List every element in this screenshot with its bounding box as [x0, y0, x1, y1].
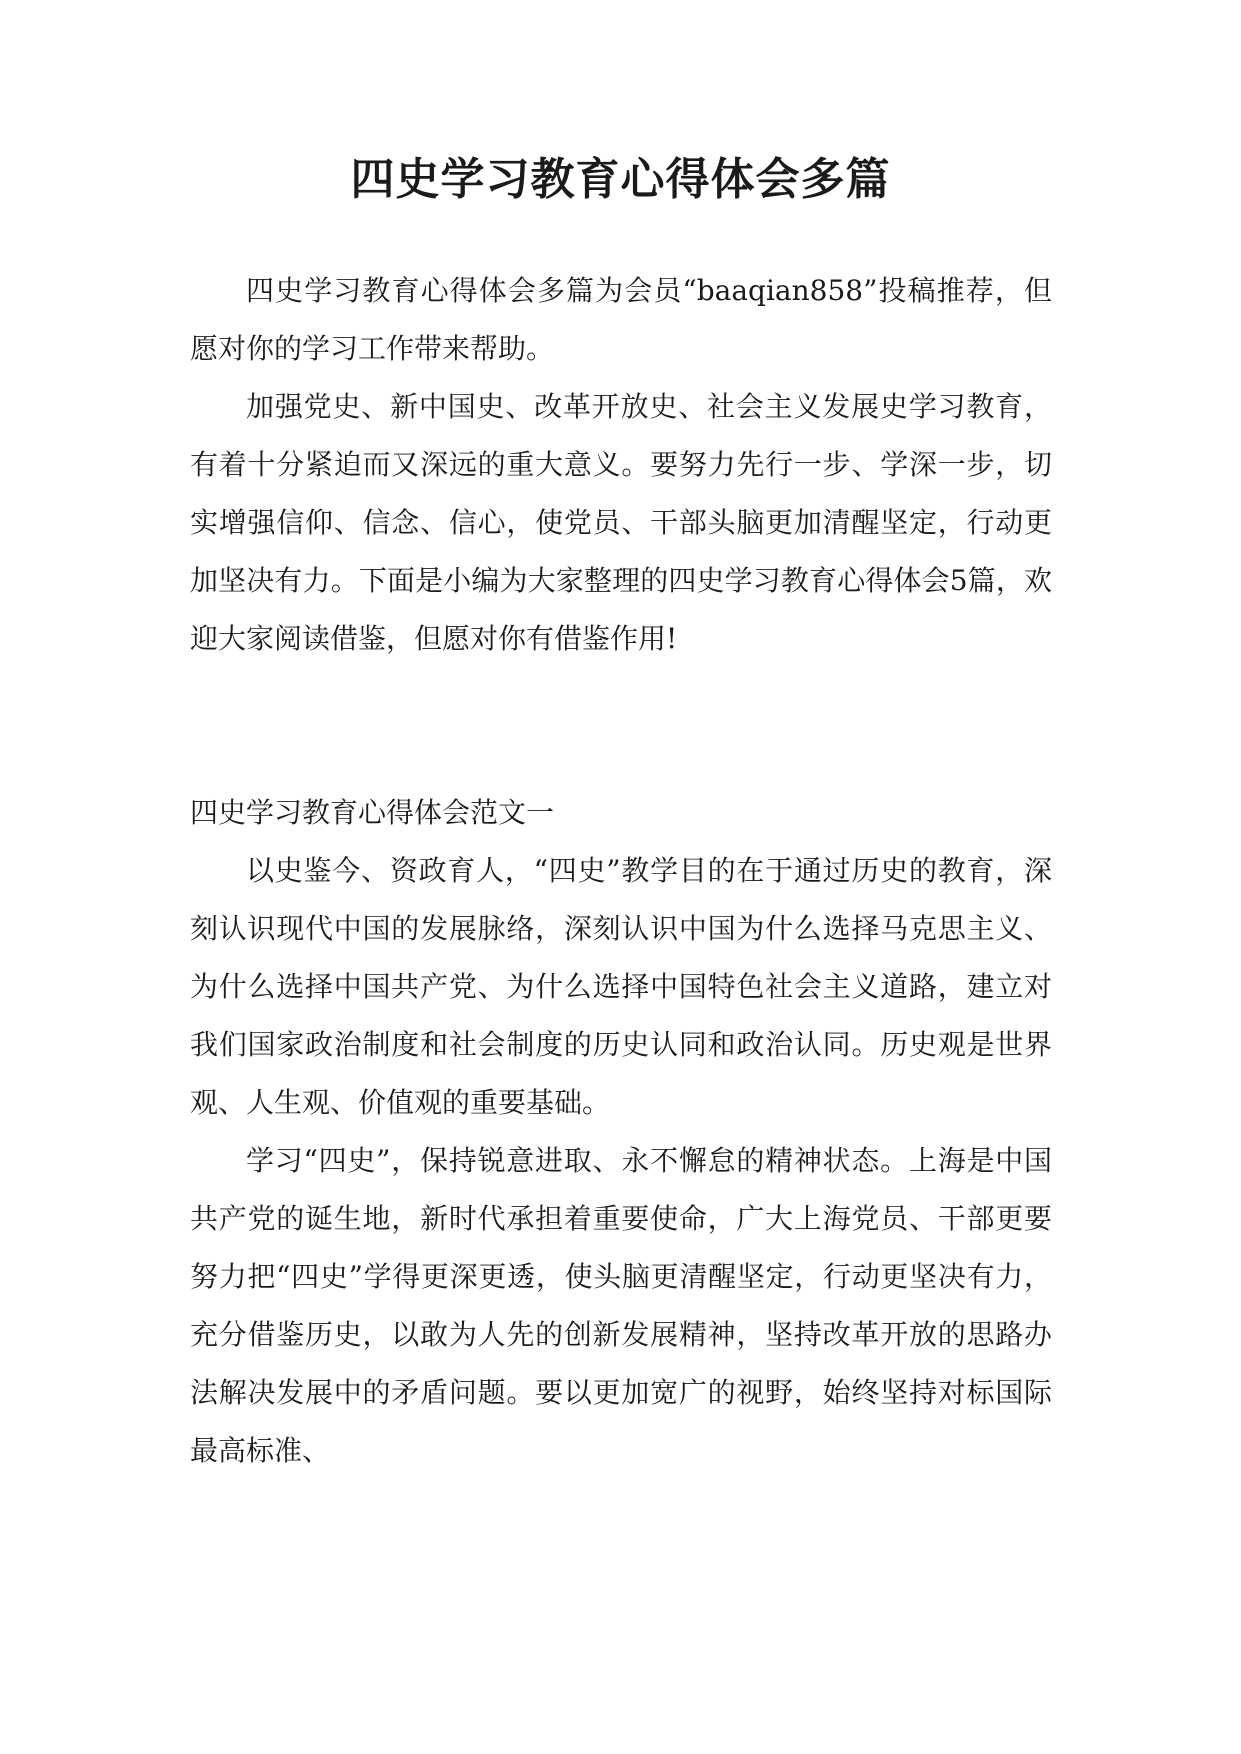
intro-block — [190, 262, 1052, 668]
intro-paragraph-1: 四史学习教育心得体会多篇为会员“baaqian858”投稿推荐，但愿对你的学习工作带来帮助。 — [190, 274, 1052, 365]
document-title: 四史学习教育心得体会多篇 — [350, 154, 891, 205]
section-block — [190, 784, 1052, 1480]
section-paragraph-2: 学习“四史”，保持锐意进取、永不懈怠的精神状态。上海是中国共产党的诞生地，新时代承担着重要使命，广大上海党员、干部更要努力把“四史”学得更深更透，使头脑更清醒坚定，行动更坚决有力，充分借鉴历史，以敢为人先的创新发展精神，坚持改革开放的思路办法解决发展中的矛盾问题。要以更加宽广的视野，始终坚持对标国际最高标准、 — [190, 1144, 1052, 1467]
intro-paragraph-2: 加强党史、新中国史、改革开放史、社会主义发展史学习教育，有着十分紧迫而又深远的重大意义。要努力先行一步、学深一步，切实增强信仰、信念、信心，使党员、干部头脑更加清醒坚定，行动更加坚决有力。下面是小编为大家整理的四史学习教育心得体会5篇，欢迎大家阅读借鉴，但愿对你有借鉴作用! — [190, 390, 1052, 655]
section-paragraph-1: 以史鉴今、资政育人，“四史”教学目的在于通过历史的教育，深刻认识现代中国的发展脉络，深刻认识中国为什么选择马克思主义、为什么选择中国共产党、为什么选择中国特色社会主义道路，建立对我们国家政治制度和社会制度的历史认同和政治认同。历史观是世界观、人生观、价值观的重要基础。 — [190, 854, 1052, 1119]
section-heading: 四史学习教育心得体会范文一 — [190, 796, 555, 829]
